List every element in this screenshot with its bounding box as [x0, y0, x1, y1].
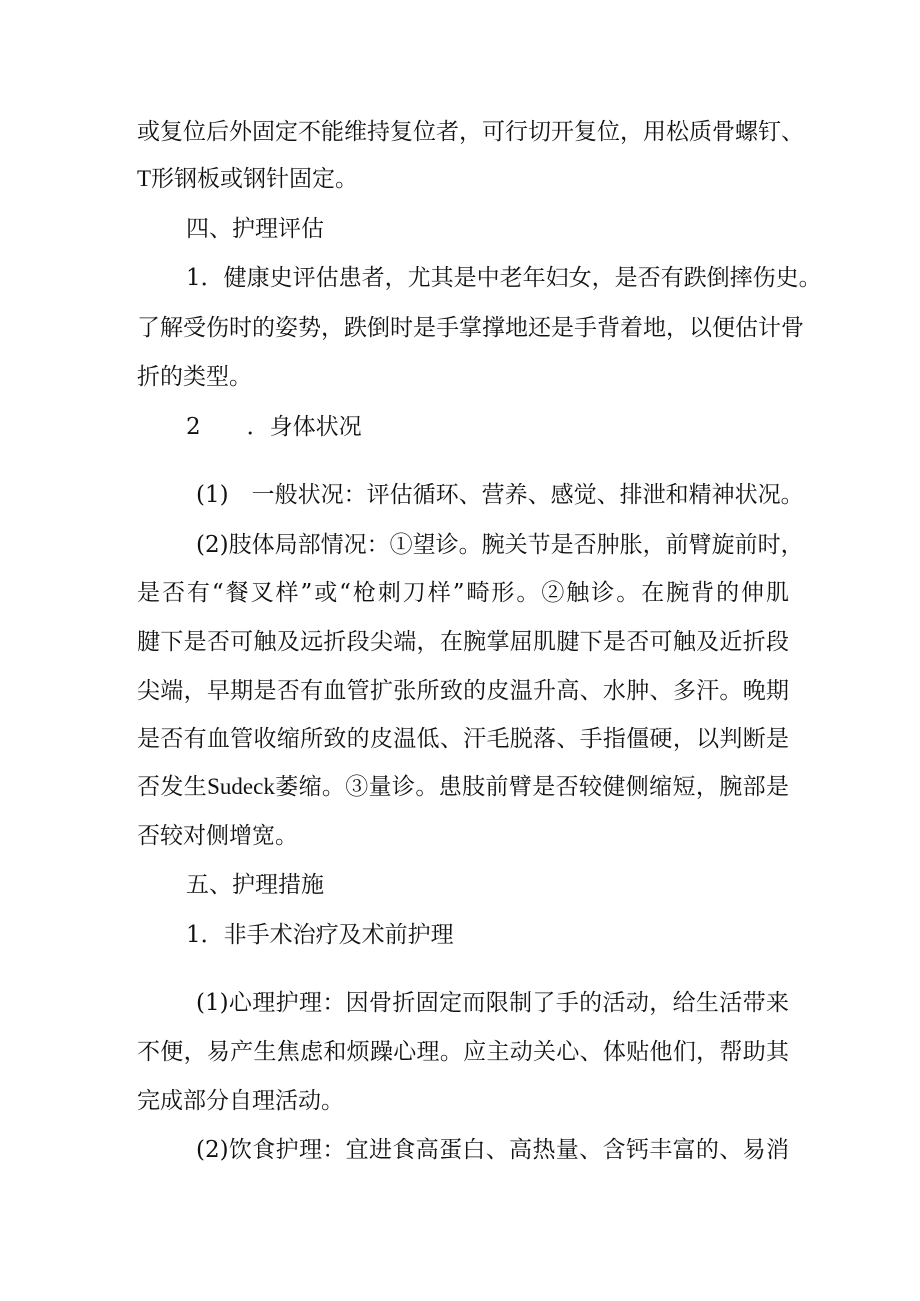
text-line: T形钢板或钢针固定。: [137, 166, 359, 191]
text-line: 折的类型。: [137, 364, 252, 390]
text-line: 尖端，早期是否有血管扩张所致的皮温升高、水肿、多汗。晚期: [137, 678, 789, 704]
text-line: 腱下是否可触及远折段尖端，在腕掌屈肌腱下是否可触及近折段: [137, 629, 789, 655]
text-line: 不便，易产生焦虑和烦躁心理。应主动关心、体贴他们，帮助其: [137, 1039, 789, 1065]
text-line: (1) 一般状况：评估循环、营养、感觉、排泄和精神状况。: [196, 482, 804, 508]
text-line: 或复位后外固定不能维持复位者，可行切开复位，用松质骨螺钉、: [137, 119, 804, 145]
section-heading: 五、护理措施: [186, 872, 324, 898]
text-line: 了解受伤时的姿势，跌倒时是手掌撑地还是手背着地，以便估计骨: [137, 315, 804, 341]
text-line: (2)肢体局部情况：①望诊。腕关节是否肿胀，前臂旋前时，: [196, 532, 804, 558]
text-line: 完成部分自理活动。: [137, 1088, 344, 1114]
subsection-heading: 2 ．身体状况: [186, 414, 362, 440]
text-line: (2)饮食护理：宜进食高蛋白、高热量、含钙丰富的、易消: [196, 1137, 789, 1163]
text-line: 否发生Sudeck萎缩。③量诊。患肢前臂是否较健侧缩短，腕部是: [137, 774, 789, 799]
text-line: (1)心理护理：因骨折固定而限制了手的活动，给生活带来: [196, 990, 789, 1016]
section-heading: 四、护理评估: [186, 216, 324, 242]
text-line: 是否有“餐叉样”或“枪刺刀样”畸形。②触诊。在腕背的伸肌: [137, 580, 789, 606]
text-line: 是否有血管收缩所致的皮温低、汗毛脱落、手指僵硬，以判断是: [137, 726, 789, 752]
text-line: 1．健康史评估患者，尤其是中老年妇女，是否有跌倒摔伤史。: [186, 265, 822, 291]
text-line: 否较对侧增宽。: [137, 823, 298, 849]
subsection-heading: 1．非手术治疗及术前护理: [186, 922, 454, 948]
